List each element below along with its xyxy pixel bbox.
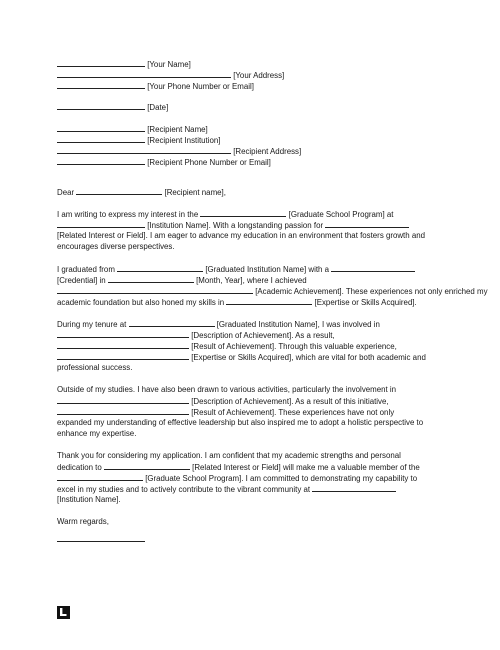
paragraph-2-line-2 [57, 275, 307, 286]
salutation-name: [Recipient name], [164, 188, 226, 197]
recipient-address-line [57, 146, 301, 157]
text: [Description of Achievement]. As a result, [191, 331, 335, 340]
paragraph-5-line-3 [57, 473, 417, 484]
text: [Related Interest or Field] will make me a valuable member of the [192, 463, 420, 472]
recipient-contact-placeholder: [Recipient Phone Number or Email] [147, 158, 271, 167]
text: I am writing to express my interest in the [57, 210, 199, 219]
paragraph-4-line-4: expanded my understanding of effective leadership but also inspired me to adopt a holistic perspective to [57, 418, 424, 427]
text: [Expertise or Skills Acquired]. [314, 298, 417, 307]
paragraph-4-line-5: enhance my expertise. [57, 429, 137, 438]
paragraph-3-line-4 [57, 352, 426, 363]
blank-field [57, 124, 145, 132]
text: [Expertise or Skills Acquired], which are vital for both academic and [191, 353, 426, 362]
recipient-name-line [57, 124, 208, 135]
sender-address-line [57, 70, 284, 81]
recipient-name-placeholder: [Recipient Name] [147, 125, 208, 134]
recipient-institution-placeholder: [Recipient Institution] [147, 136, 221, 145]
paragraph-3-line-3 [57, 341, 397, 352]
blank-field [57, 330, 189, 338]
blank-field [57, 534, 145, 542]
paragraph-4-line-2 [57, 396, 389, 407]
paragraph-4-line-3 [57, 407, 394, 418]
blank-field [57, 407, 189, 415]
blank-field [331, 264, 415, 272]
text: academic foundation but also honed my skills in [57, 298, 225, 307]
text: [Graduate School Program] at [288, 210, 394, 219]
paragraph-3-line-1 [57, 319, 380, 330]
closing: Warm regards, [57, 517, 109, 526]
blank-field [57, 157, 145, 165]
paragraph-5-line-5: [Institution Name]. [57, 495, 121, 504]
text: excel in my studies and to actively contribute to the vibrant community at [57, 485, 311, 494]
text: [Graduate School Program]. I am committed to demonstrating my capability to [145, 474, 418, 483]
blank-field [200, 209, 286, 217]
salutation-dear: Dear [57, 188, 75, 197]
recipient-contact-line [57, 157, 271, 168]
blank-field [226, 297, 312, 305]
text: [Result of Achievement]. These experiences have not only [191, 408, 395, 417]
blank-field [57, 473, 143, 481]
text: [Month, Year], where I achieved [196, 276, 307, 285]
paragraph-3-line-5: professional success. [57, 363, 133, 372]
signature-line [57, 534, 145, 545]
paragraph-1-line-3: [Related Interest or Field]. I am eager to advance my education in an environment that fosters growth and [57, 231, 425, 240]
paragraph-1-line-1 [57, 209, 393, 220]
paragraph-4-line-1: Outside of my studies. I have also been drawn to various activities, particularly the involvement in [57, 385, 397, 394]
text: [Credential] in [57, 276, 106, 285]
logo-icon [57, 606, 70, 619]
your-contact-placeholder: [Your Phone Number or Email] [147, 82, 254, 91]
paragraph-5-line-2 [57, 462, 420, 473]
blank-field [104, 462, 190, 470]
sender-name-line [57, 59, 191, 70]
date-line [57, 102, 168, 113]
text: During my tenure at [57, 320, 127, 329]
paragraph-5-line-4 [57, 484, 396, 495]
text: dedication to [57, 463, 102, 472]
text: [Graduated Institution Name] with a [205, 265, 329, 274]
blank-field [57, 286, 253, 294]
blank-field [57, 135, 145, 143]
blank-field [57, 396, 189, 404]
your-name-placeholder: [Your Name] [147, 60, 191, 69]
text: [Graduated Institution Name], I was involved in [216, 320, 380, 329]
blank-field [108, 275, 194, 283]
paragraph-1-line-4: encourages diverse perspectives. [57, 242, 175, 251]
sender-contact-line [57, 81, 254, 92]
paragraph-2-line-3 [57, 286, 488, 297]
blank-field [57, 102, 145, 110]
blank-field [57, 220, 145, 228]
paragraph-1-line-2 [57, 220, 409, 231]
recipient-institution-line [57, 135, 220, 146]
blank-field [325, 220, 409, 228]
blank-field [76, 187, 162, 195]
blank-field [57, 341, 189, 349]
blank-field [117, 264, 203, 272]
salutation [57, 187, 226, 198]
blank-field [57, 59, 145, 67]
recipient-address-placeholder: [Recipient Address] [233, 147, 302, 156]
date-placeholder: [Date] [147, 103, 169, 112]
text: [Institution Name]. With a longstanding passion for [147, 221, 324, 230]
paragraph-2-line-4 [57, 297, 417, 308]
blank-field [312, 484, 396, 492]
blank-field [57, 352, 189, 360]
blank-field [57, 70, 231, 78]
text: [Academic Achievement]. These experiences not only enriched my [255, 287, 488, 296]
blank-field [57, 81, 145, 89]
blank-field [57, 146, 231, 154]
your-address-placeholder: [Your Address] [233, 71, 285, 80]
blank-field [129, 319, 215, 327]
paragraph-3-line-2 [57, 330, 335, 341]
text: I graduated from [57, 265, 115, 274]
paragraph-5-line-1: Thank you for considering my application. I am confident that my academic strengths and personal [57, 451, 401, 460]
text: [Result of Achievement]. Through this valuable experience, [191, 342, 397, 351]
text: [Description of Achievement]. As a result of this initiative, [191, 397, 389, 406]
paragraph-2-line-1 [57, 264, 415, 275]
